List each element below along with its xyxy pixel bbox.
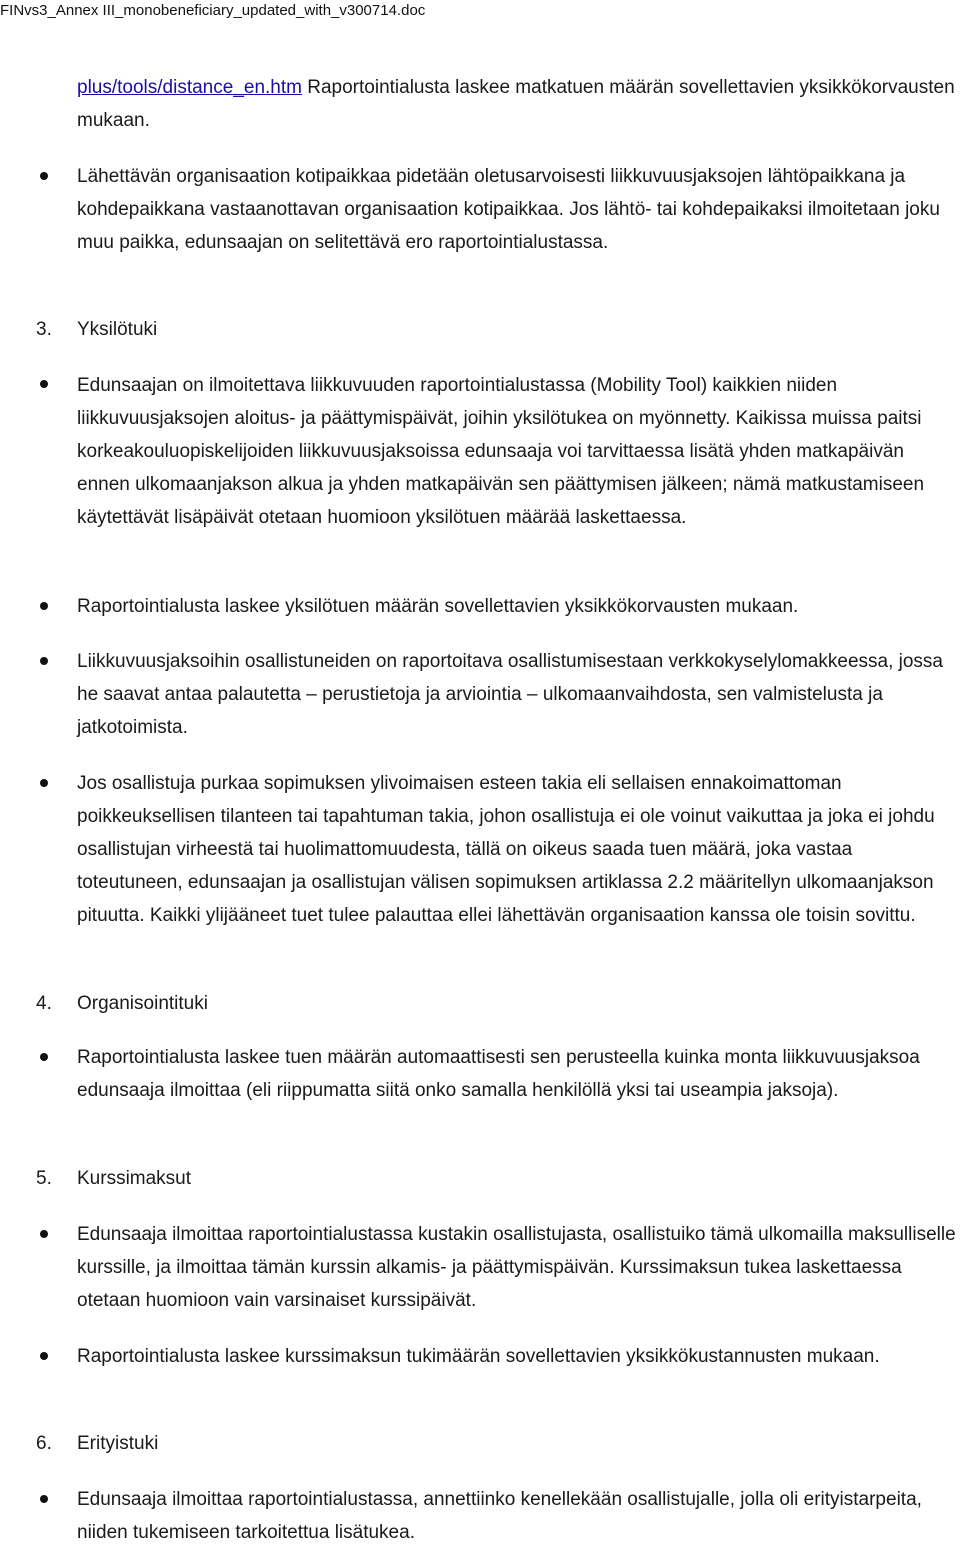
intro-paragraph bbox=[77, 71, 957, 137]
section-4-title: Organisointituki bbox=[77, 993, 208, 1014]
bullet-marker bbox=[40, 380, 48, 388]
yksilotuki-paragraph-3: Liikkuvuusjaksoihin osallistuneiden on raportoitava osallistumisestaan verkkokyselylomakkeessa, jossa he saavat antaa palautetta – perustietoja ja arviointia – ulkomaanvaihdosta, sen valmistelusta ja jatkotoimista. bbox=[77, 651, 943, 738]
section-6-number: 6. bbox=[36, 1433, 52, 1454]
section-6-title: Erityistuki bbox=[77, 1433, 159, 1454]
bullet-marker bbox=[40, 1495, 48, 1503]
kurssimaksut-paragraph-1: Edunsaaja ilmoittaa raportointialustassa kustakin osallistujasta, osallistuiko tämä ulkomailla maksulliselle kurssille, ja ilmoittaa tämän kurssin alkamis- ja päättymispäivän. Kurssimaksun tukea laskettaessa otetaan huomioon vain varsinaiset kurssipäivät. bbox=[77, 1224, 956, 1311]
bullet-marker bbox=[40, 779, 48, 787]
section-3-title: Yksilötuki bbox=[77, 319, 158, 340]
section-4-number: 4. bbox=[36, 993, 52, 1014]
distance-calculator-link[interactable]: plus/tools/distance_en.htm bbox=[77, 77, 302, 98]
bullet-marker bbox=[40, 172, 48, 180]
yksilotuki-paragraph-2: Raportointialusta laskee yksilötuen määrän sovellettavien yksikkökorvausten mukaan. bbox=[77, 596, 799, 617]
section-5-number: 5. bbox=[36, 1168, 52, 1189]
section-5-title: Kurssimaksut bbox=[77, 1168, 192, 1189]
bullet-marker bbox=[40, 1352, 48, 1360]
intro-text: Raportointialusta laskee matkatuen määrän sovellettavien yksikkökorvausten mukaan. bbox=[77, 77, 955, 131]
yksilotuki-paragraph-4: Jos osallistuja purkaa sopimuksen ylivoimaisen esteen takia eli sellaisen ennakoimattoman poikkeuksellisen tilanteen tai tapahtuman takia, johon osallistuja ei ole voinut vaikuttaa ja joka ei johdu osallistujan virheestä tai huolimattomuudesta, tällä on oikeus saada tuen määrä, joka vastaa toteutuneen, edunsaajan ja osallistujan välisen sopimuksen artiklassa 2.2 määritellyn ulkomaanjakson pituutta. Kaikki ylijääneet tuet tulee palauttaa ellei lähettävän organisaation kanssa ole toisin sovittu. bbox=[77, 773, 935, 926]
yksilotuki-paragraph-1: Edunsaajan on ilmoitettava liikkuvuuden raportointialustassa (Mobility Tool) kaikkien niiden liikkuvuusjaksojen aloitus- ja päättymispäivät, joihin yksilötukea on myönnetty. Kaikissa muissa paitsi korkeakouluopiskelijoiden liikkuvuusjaksoissa edunsaaja voi tarvittaessa lisätä yhden matkapäivän ennen ulkomaanjakson alkua ja yhden matkapäivän sen päättymisen jälkeen; nämä matkustamiseen käytettävät lisäpäivät otetaan huomioon yksilötuen määrää laskettaessa. bbox=[77, 375, 925, 528]
bullet-marker bbox=[40, 657, 48, 665]
organisointituki-paragraph-1: Raportointialusta laskee tuen määrän automaattisesti sen perusteella kuinka monta liikkuvuusjaksoa edunsaaja ilmoittaa (eli riippumatta siitä onko samalla henkilöllä yksi tai useampia jaksoja). bbox=[77, 1047, 920, 1101]
kurssimaksut-paragraph-2: Raportointialusta laskee kurssimaksun tukimäärän sovellettavien yksikkökustannusten mukaan. bbox=[77, 1346, 880, 1367]
document-filename-header: FINvs3_Annex III_monobeneficiary_updated_with_v300714.doc bbox=[0, 2, 426, 19]
bullet-marker bbox=[40, 602, 48, 610]
section-3-number: 3. bbox=[36, 319, 52, 340]
bullet-marker bbox=[40, 1053, 48, 1061]
kotipaikka-paragraph: Lähettävän organisaation kotipaikkaa pidetään oletusarvoisesti liikkuvuusjaksojen lähtöpaikkana ja kohdepaikkana vastaanottavan organisaation kotipaikkaa. Jos lähtö- tai kohdepaikaksi ilmoitetaan joku muu paikka, edunsaajan on selitettävä ero raportointialustassa. bbox=[77, 166, 940, 253]
erityistuki-paragraph-1: Edunsaaja ilmoittaa raportointialustassa, annettiinko kenellekään osallistujalle, jolla oli erityistarpeita, niiden tukemiseen tarkoitettua lisätukea. bbox=[77, 1489, 922, 1543]
bullet-marker bbox=[40, 1230, 48, 1238]
